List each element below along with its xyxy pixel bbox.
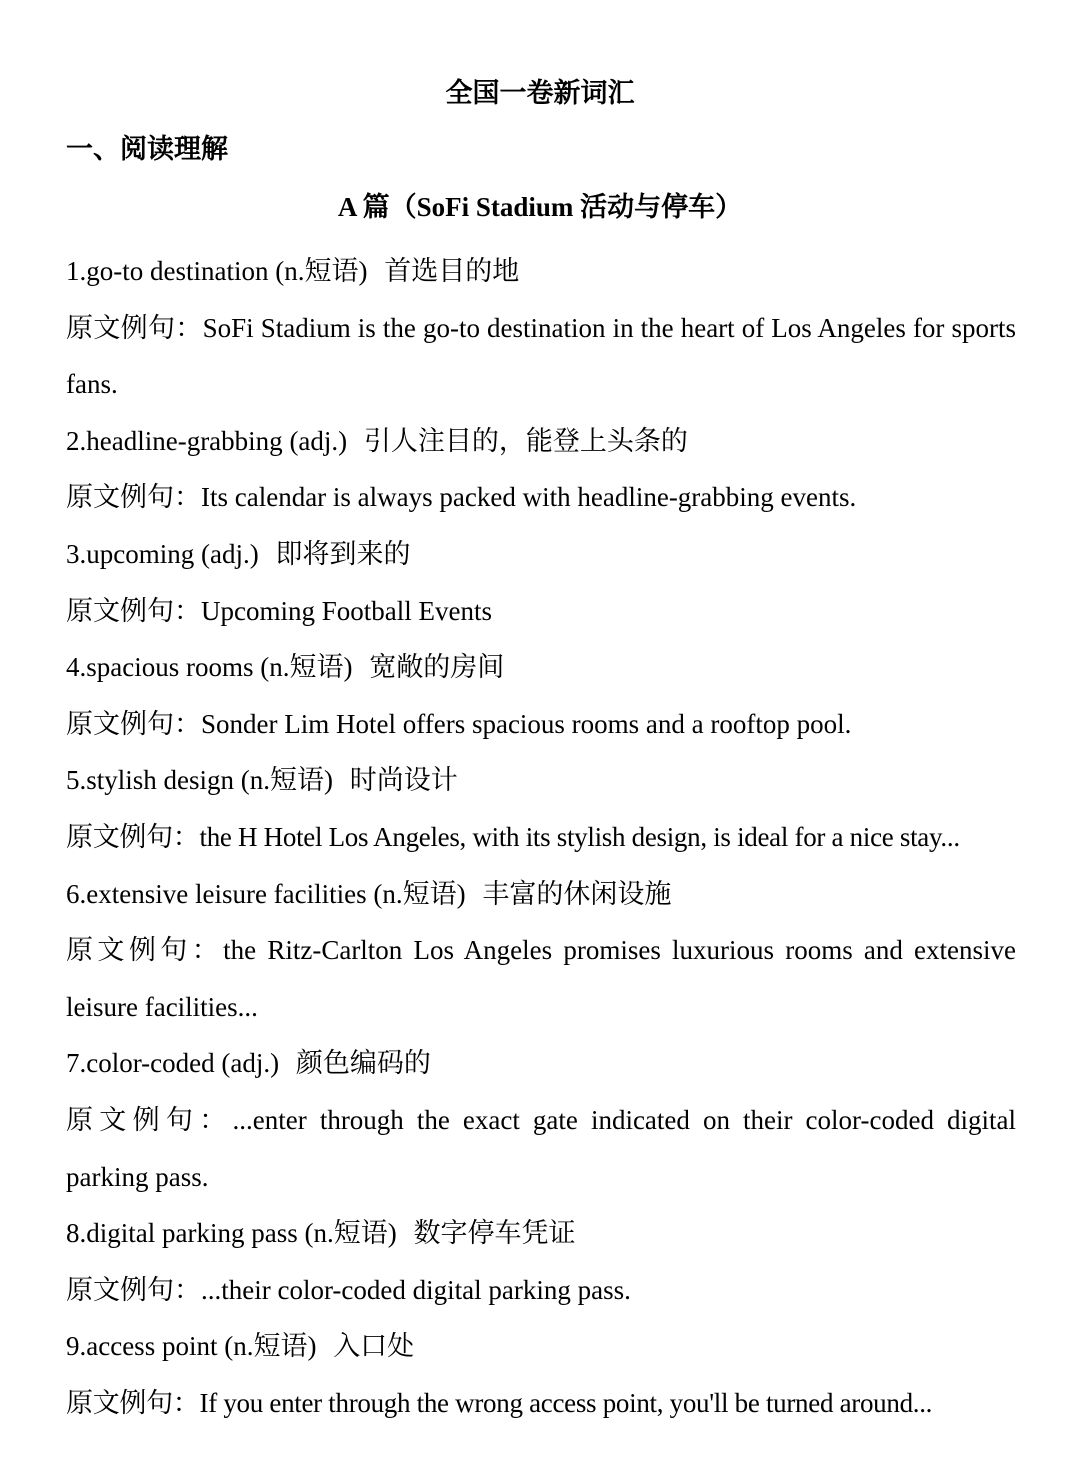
vocab-term: 7.color-coded bbox=[66, 1048, 215, 1079]
passage-title: A 篇（SoFi Stadium 活动与停车） bbox=[337, 192, 743, 222]
example-label: 原文例句： bbox=[66, 708, 201, 739]
vocab-meaning: 入口处 bbox=[333, 1331, 415, 1362]
example-text: ...their color-coded digital parking pass. bbox=[201, 1274, 631, 1305]
example-text: Upcoming Football Events bbox=[201, 595, 492, 626]
vocab-meaning: 引人注目的，能登上头条的 bbox=[363, 425, 688, 456]
example-label: 原文例句： bbox=[66, 595, 201, 626]
vocab-part-of-speech: (n.短语) bbox=[260, 652, 353, 683]
example-sentence-5 bbox=[66, 809, 1016, 866]
vocab-meaning: 颜色编码的 bbox=[295, 1048, 431, 1079]
vocab-meaning: 宽敞的房间 bbox=[369, 652, 505, 683]
vocab-term: 9.access point bbox=[66, 1331, 218, 1362]
example-text: ...enter through the exact gate indicated on their color-coded digital parking pass. bbox=[66, 1104, 1016, 1192]
example-text: If you enter through the wrong access point, you'll be turned around... bbox=[199, 1387, 933, 1418]
vocab-term: 1.go-to destination bbox=[66, 256, 269, 286]
vocab-entry-8 bbox=[66, 1205, 1016, 1262]
vocab-part-of-speech: (adj.) bbox=[221, 1048, 280, 1079]
example-sentence-4 bbox=[66, 696, 1016, 753]
vocab-meaning: 数字停车凭证 bbox=[413, 1218, 576, 1249]
example-sentence-7 bbox=[66, 1092, 1016, 1205]
example-sentence-9 bbox=[66, 1375, 1016, 1432]
vocab-meaning: 丰富的休闲设施 bbox=[482, 878, 672, 909]
vocabulary-list bbox=[66, 243, 1016, 1431]
example-text: Its calendar is always packed with headline-grabbing events. bbox=[201, 482, 857, 513]
example-label: 原文例句： bbox=[66, 482, 201, 513]
vocab-term: 8.digital parking pass bbox=[66, 1218, 298, 1249]
vocab-entry-2 bbox=[66, 413, 1016, 470]
document-title: 全国一卷新词汇 bbox=[445, 78, 635, 109]
vocab-part-of-speech: (n.短语) bbox=[275, 256, 368, 286]
vocab-entry-9 bbox=[66, 1318, 1016, 1375]
vocab-part-of-speech: (n.短语) bbox=[240, 765, 333, 796]
vocab-entry-1 bbox=[66, 243, 1016, 300]
vocab-entry-4 bbox=[66, 639, 1016, 696]
example-sentence-2 bbox=[66, 469, 1016, 526]
example-text: the Ritz-Carlton Los Angeles promises luxurious rooms and extensive leisure facilities... bbox=[66, 935, 1017, 1022]
example-text: the H Hotel Los Angeles, with its stylish design, is ideal for a nice stay... bbox=[199, 821, 960, 852]
vocab-term: 2.headline-grabbing bbox=[66, 425, 283, 456]
example-label: 原文例句： bbox=[66, 935, 224, 966]
vocab-part-of-speech: (n.短语) bbox=[224, 1331, 317, 1362]
vocab-part-of-speech: (n.短语) bbox=[304, 1218, 397, 1249]
vocab-part-of-speech: (n.短语) bbox=[373, 878, 466, 909]
example-label: 原文例句： bbox=[66, 1387, 200, 1418]
example-label: 原文例句： bbox=[66, 821, 200, 852]
example-sentence-3 bbox=[66, 583, 1016, 640]
example-label: 原文例句： bbox=[66, 1274, 201, 1305]
example-sentence-8 bbox=[66, 1262, 1016, 1319]
vocab-part-of-speech: (adj.) bbox=[201, 538, 259, 569]
vocab-meaning: 时尚设计 bbox=[349, 765, 458, 796]
example-text: Sonder Lim Hotel offers spacious rooms and a rooftop pool. bbox=[201, 708, 852, 739]
vocab-term: 3.upcoming bbox=[66, 538, 195, 569]
vocab-entry-6 bbox=[66, 866, 1016, 923]
example-sentence-1 bbox=[66, 300, 1016, 413]
example-label: 原文例句： bbox=[66, 1104, 233, 1135]
example-text: SoFi Stadium is the go-to destination in the heart of Los Angeles for sports fans. bbox=[66, 312, 1017, 400]
section-title: 一、阅读理解 bbox=[66, 134, 228, 165]
vocab-term: 6.extensive leisure facilities bbox=[66, 878, 367, 909]
vocab-meaning: 首选目的地 bbox=[384, 256, 520, 286]
vocab-term: 5.stylish design bbox=[66, 765, 235, 796]
example-label: 原文例句： bbox=[66, 312, 203, 343]
vocab-entry-3 bbox=[66, 526, 1016, 583]
example-sentence-6 bbox=[66, 922, 1016, 1035]
vocab-term: 4.spacious rooms bbox=[66, 652, 254, 683]
vocab-entry-5 bbox=[66, 752, 1016, 809]
vocab-meaning: 即将到来的 bbox=[275, 538, 411, 569]
vocab-part-of-speech: (adj.) bbox=[289, 425, 348, 456]
vocab-entry-7 bbox=[66, 1035, 1016, 1092]
